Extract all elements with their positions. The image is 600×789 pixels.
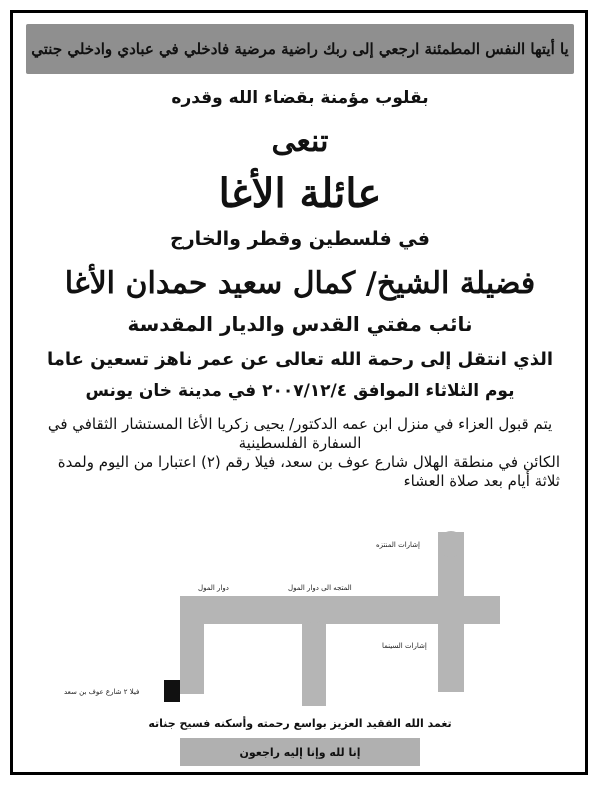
closing-prayer: تغمد الله الفقيد العزيز بواسع رحمته وأسكنه فسيح جناته	[148, 717, 452, 730]
label-villa: فيلا ٢ شارع عوف بن سعد	[64, 688, 140, 696]
roundabout-left	[204, 597, 230, 623]
location-map	[30, 522, 550, 712]
quran-verse-banner	[26, 24, 574, 74]
villa-street	[180, 624, 204, 694]
roundabout-middle	[301, 597, 327, 623]
label-mosque-direction: المتجه الى دوار المول	[288, 584, 352, 592]
footer-banner	[180, 738, 420, 766]
date-line: يوم الثلاثاء الموافق ٢٠٠٧/١٢/٤ في مدينة خان يونس	[85, 381, 515, 401]
condolence-paragraph-1: يتم قبول العزاء في منزل ابن عمه الدكتور/ يحيى زكريا الأغا المستشار الثقافي في السفارة الفلسطينية	[47, 415, 553, 452]
label-roundabout-left: دوار المول	[198, 584, 229, 592]
quran-verse: يا أيتها النفس المطمئنة ارجعي إلى ربك راضية مرضية فادخلي في عبادي وادخلي جنتي	[31, 40, 569, 58]
footer-verse: إنا لله وإنا إليه راجعون	[239, 745, 361, 759]
condolence-paragraph-2: الكائن في منطقة الهلال شارع عوف بن سعد، فيلا رقم (٢) اعتبارا من اليوم ولمدة ثلاثة أيام بعد صلاة العشاء	[57, 453, 560, 490]
opening-line: بقلوب مؤمنة بقضاء الله وقدره	[171, 88, 429, 108]
family-region: في فلسطين وقطر والخارج	[170, 228, 430, 250]
label-signals-top: إشارات المنتزه	[376, 541, 420, 549]
label-signals-cinema: إشارات السينما	[382, 642, 427, 650]
mourns-heading: تنعى	[271, 124, 329, 159]
passing-line: الذي انتقل إلى رحمة الله تعالى عن عمر ناهز تسعين عاما	[46, 349, 554, 370]
map-roads	[30, 522, 550, 712]
villa-marker	[164, 680, 180, 702]
deceased-name: فضيلة الشيخ/ كمال سعيد حمدان الأغا	[64, 266, 536, 301]
family-name: عائلة الأغا	[218, 170, 382, 217]
deceased-position: نائب مفتي القدس والديار المقدسة	[127, 312, 473, 336]
roundabout-top	[438, 531, 464, 557]
